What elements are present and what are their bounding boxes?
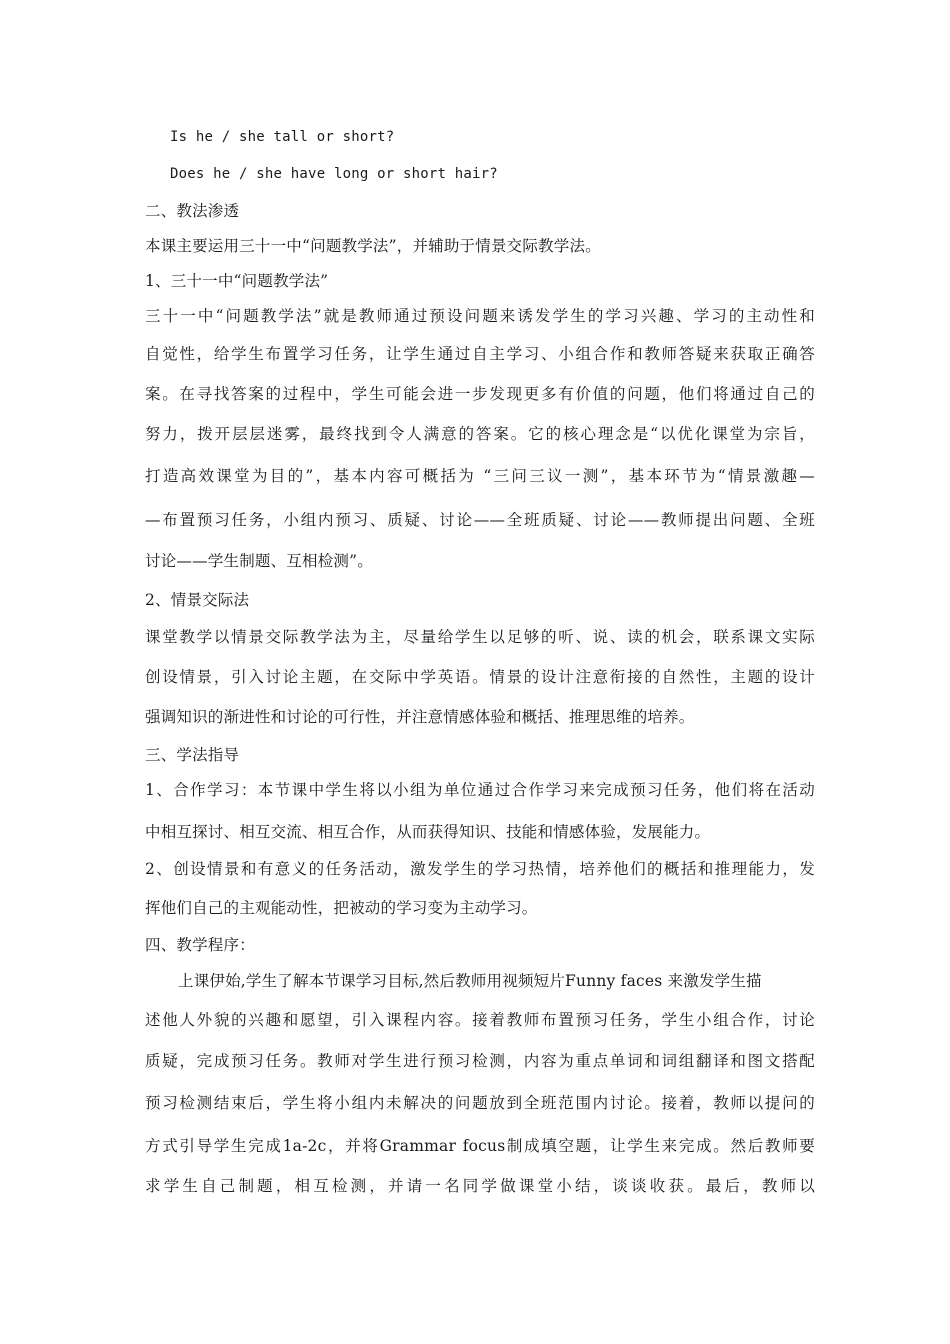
paragraph-line: 讨论——学生制题、互相检测”。: [145, 552, 373, 570]
paragraph-line: 挥他们自己的主观能动性，把被动的学习变为主动学习。: [145, 899, 538, 917]
paragraph-line: 强调知识的渐进性和讨论的可行性，并注意情感体验和概括、推理思维的培养。: [145, 708, 695, 726]
paragraph-line: 上课伊始,学生了解本节课学习目标,然后教师用视频短片Funny faces 来激发学生描: [178, 972, 762, 990]
paragraph-line: 打造高效课堂为目的”，基本内容可概括为 “三问三议一测”，基本环节为“情景激趣—: [145, 467, 815, 485]
paragraph-line: 三十一中“问题教学法”就是教师通过预设问题来诱发学生的学习兴趣、学习的主动性和: [145, 307, 815, 325]
question-line: Is he / she tall or short?: [170, 129, 395, 145]
subsection-heading: 1、三十一中“问题教学法”: [145, 272, 329, 290]
paragraph-line: 质疑，完成预习任务。教师对学生进行预习检测，内容为重点单词和词组翻译和图文搭配: [145, 1052, 815, 1070]
paragraph-line: 中相互探讨、相互交流、相互合作，从而获得知识、技能和情感体验，发展能力。: [145, 823, 711, 841]
subsection-heading: 2、情景交际法: [145, 591, 250, 609]
paragraph-line: —布置预习任务，小组内预习、质疑、讨论——全班质疑、讨论——教师提出问题、全班: [145, 511, 815, 529]
paragraph-line: 努力，拨开层层迷雾，最终找到令人满意的答案。它的核心理念是“以优化课堂为宗旨，: [145, 425, 815, 443]
paragraph-line: 创设情景，引入讨论主题，在交际中学英语。情景的设计注意衔接的自然性，主题的设计: [145, 668, 815, 686]
paragraph-line: 求学生自己制题，相互检测，并请一名同学做课堂小结，谈谈收获。最后，教师以: [145, 1177, 815, 1195]
paragraph-line: 2、创设情景和有意义的任务活动，激发学生的学习热情，培养他们的概括和推理能力，发: [145, 860, 815, 878]
section-heading: 二、教法渗透: [145, 202, 240, 220]
paragraph-line: 课堂教学以情景交际教学法为主，尽量给学生以足够的听、说、读的机会，联系课文实际: [145, 628, 815, 646]
section-heading: 三、学法指导: [145, 746, 240, 764]
paragraph-line: 述他人外貌的兴趣和愿望，引入课程内容。接着教师布置预习任务，学生小组合作，讨论: [145, 1011, 815, 1029]
question-line: Does he / she have long or short hair?: [170, 166, 498, 182]
paragraph-line: 预习检测结束后，学生将小组内未解决的问题放到全班范围内讨论。接着，教师以提问的: [145, 1094, 815, 1112]
paragraph-line: 案。在寻找答案的过程中，学生可能会进一步发现更多有价值的问题，他们将通过自己的: [145, 385, 815, 403]
paragraph-line: 1、合作学习：本节课中学生将以小组为单位通过合作学习来完成预习任务，他们将在活动: [145, 781, 815, 799]
paragraph-line: 自觉性，给学生布置学习任务，让学生通过自主学习、小组合作和教师答疑来获取正确答: [145, 345, 815, 363]
paragraph-line: 本课主要运用三十一中“问题教学法”，并辅助于情景交际教学法。: [145, 237, 601, 255]
paragraph-line: 方式引导学生完成1a-2c，并将Grammar focus制成填空题，让学生来完成。然后教师要: [145, 1137, 815, 1155]
section-heading: 四、教学程序：: [145, 936, 255, 954]
